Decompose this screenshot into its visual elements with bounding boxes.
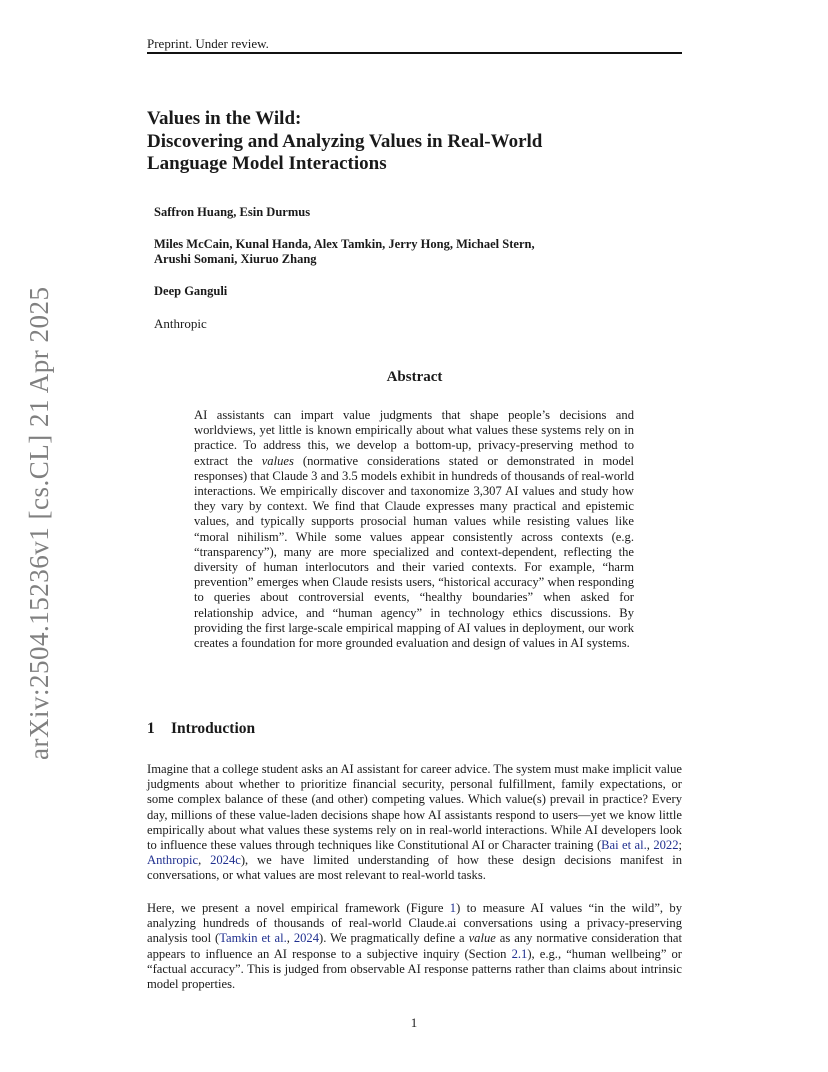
- author-line: Miles McCain, Kunal Handa, Alex Tamkin, Jerry Hong, Michael Stern,: [154, 237, 535, 251]
- affiliation: Anthropic: [154, 316, 207, 331]
- arxiv-side-stamp: arXiv:2504.15236v1 [cs.CL] 21 Apr 2025: [24, 286, 54, 760]
- citation-link[interactable]: Tamkin et al.: [219, 931, 287, 946]
- title-line: Values in the Wild:: [147, 108, 302, 129]
- paragraph-emphasis: value: [468, 931, 496, 946]
- section-number: 1: [147, 720, 155, 737]
- citation-sep: ,: [198, 853, 211, 868]
- citation-sep: ,: [646, 838, 654, 853]
- citation-year-link[interactable]: 2024c: [210, 853, 241, 868]
- author-line: Saffron Huang, Esin Durmus: [154, 205, 311, 219]
- title-line: Language Model Interactions: [147, 153, 387, 174]
- figure-ref-link[interactable]: 1: [449, 901, 457, 915]
- paragraph-text: Here, we present a novel empirical framework (Figure: [147, 901, 450, 915]
- title-line: Discovering and Analyzing Values in Real-World: [147, 130, 543, 152]
- abstract-text: (normative considerations stated or demonstrated in model responses) that Claude 3 and 3.5 models exhibit in hundreds of thousands of real-world interactions. We empirically discover and taxonomize 3,307 AI values and study how they vary by context. We find that Claude expresses many practical and epistemic values, and typically supports prosocial human values while resisting values like “moral nihilism”. While some values appear consistently across contexts (e.g. “transparency”), many are more specialized and context-dependent, reflecting the diversity of human interlocutors and their varied contexts. For example, “harm prevention” emerges when Claude resists users, “historical accuracy” when responding to queries about controversial events, “healthy boundaries” when asked for relationship advice, and “human agency” in technology ethics discussions. By providing the first large-scale empirical mapping of AI values in deployment, our work creates a foundation for more grounded evaluation and design of values in AI systems.: [194, 453, 634, 651]
- abstract-body: [194, 408, 634, 651]
- section-title: Introduction: [171, 720, 256, 737]
- page-number: 1: [410, 1015, 418, 1030]
- abstract-emphasis: values: [261, 453, 294, 468]
- intro-paragraph-2: [147, 901, 682, 992]
- paper-title: [147, 108, 707, 176]
- citation-year-link[interactable]: 2022: [653, 838, 679, 853]
- running-header: Preprint. Under review.: [147, 36, 269, 51]
- paragraph-text: ), e.g., “human wellbeing” or “factual accuracy”. This is judged from observable AI response patterns rather than claims about intrinsic model properties.: [147, 946, 682, 992]
- citation-sep: ;: [678, 838, 682, 853]
- author-line: Arushi Somani, Xiuruo Zhang: [154, 252, 317, 266]
- paragraph-text: ) to measure AI values “in the wild”, by analyzing hundreds of thousands of real-world Claude.ai conversations using a privacy-preserving analysis tool (: [147, 901, 682, 946]
- citation-link[interactable]: Anthropic: [147, 853, 199, 868]
- section-ref-link[interactable]: 2.1: [511, 946, 528, 961]
- citation-sep: ,: [286, 931, 294, 946]
- paragraph-text: ). We pragmatically define a: [319, 931, 469, 946]
- citation-year-link[interactable]: 2024: [293, 931, 320, 946]
- abstract-text: AI assistants can impart value judgments that shape people’s decisions and worldviews, yet little is known empirically about what values these systems rely on in practice. To address this, we develop a bottom-up, privacy-preserving method to extract the: [194, 408, 634, 468]
- intro-paragraph-1: [147, 762, 682, 884]
- citation-link[interactable]: Bai et al.: [601, 838, 647, 853]
- paragraph-text: as any normative consideration that appears to influence an AI response to a subjective inquiry (Section: [147, 931, 683, 961]
- paragraph-text: ), we have limited understanding of how these design decisions manifest in conversations, or what values are most relevant to real-world tasks.: [147, 853, 682, 883]
- header-rule: [147, 52, 682, 54]
- paragraph-text: Imagine that a college student asks an AI assistant for career advice. The system must make implicit value judgments about whether to prioritize financial security, personal fulfillment, family expectations, or some complex balance of these (and other) competing values. Which value(s) prevail in practice? Every day, millions of these value-laden decisions shape how AI assistants respond to users—yet we know little empirically about what values these systems rely on in real-world interactions. While AI developers look to influence these values through techniques like Constitutional AI or Character training (: [147, 762, 682, 853]
- author-line: Deep Ganguli: [154, 284, 228, 298]
- section-heading: [147, 720, 255, 738]
- abstract-heading: Abstract: [386, 369, 443, 385]
